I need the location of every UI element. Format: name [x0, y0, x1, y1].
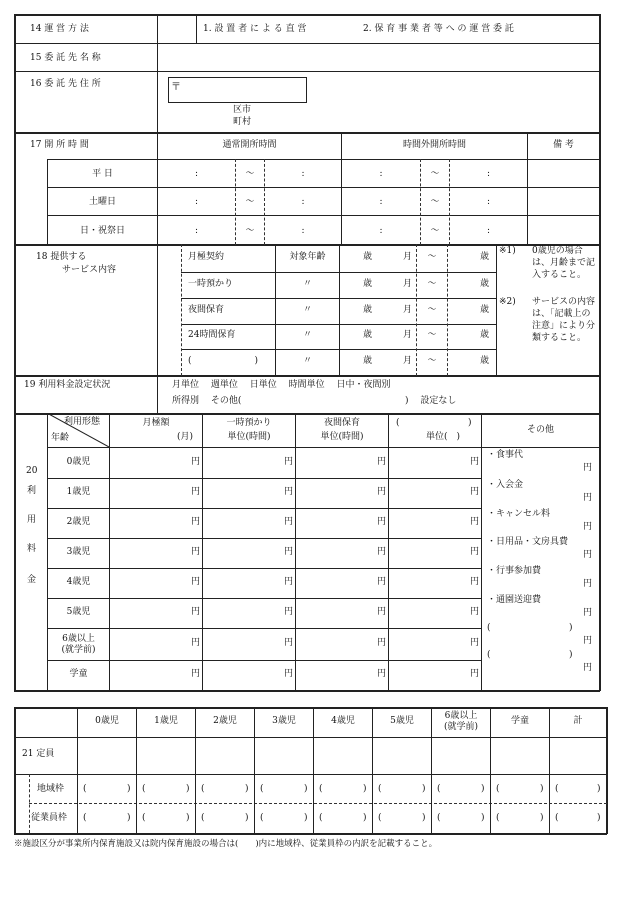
- quota-paren-close: ): [363, 784, 367, 794]
- section21-label: 21 定員: [22, 749, 55, 759]
- capacity-column-header: 2歳児: [213, 716, 237, 726]
- yen-field[interactable]: 円: [283, 457, 293, 467]
- age-years-unit: 歳: [480, 330, 490, 340]
- yen-field[interactable]: 円: [283, 638, 293, 648]
- quota-paren-open[interactable]: (: [555, 813, 559, 823]
- age-years-unit: 歳: [480, 305, 490, 315]
- direct-operation-option[interactable]: 1. 設 置 者 に よ る 直 営: [203, 24, 307, 34]
- capacity-column-header: 5歳児: [390, 716, 414, 726]
- contractor-name-field[interactable]: [159, 45, 598, 70]
- yen-field[interactable]: 円: [469, 577, 479, 587]
- section20-label-char: 料: [27, 544, 37, 554]
- yen-field[interactable]: 円: [376, 517, 386, 527]
- temp-care-header: 一時預かり: [226, 418, 272, 428]
- yen-field[interactable]: 円: [190, 517, 200, 527]
- age-years-unit: 歳: [363, 279, 373, 289]
- quota-paren-open[interactable]: (: [496, 813, 500, 823]
- capacity-column-header: 1歳児: [154, 716, 178, 726]
- yen-field[interactable]: 円: [376, 487, 386, 497]
- yen-field[interactable]: 円: [190, 607, 200, 617]
- yen-field[interactable]: 円: [376, 577, 386, 587]
- quota-paren-open[interactable]: (: [437, 784, 441, 794]
- capacity-column-header: 3歳児: [272, 716, 296, 726]
- outsourced-operation-option[interactable]: 2. 保 育 事 業 者 等 へ の 運 営 委 託: [363, 24, 514, 34]
- quota-paren-open[interactable]: (: [201, 813, 205, 823]
- pricing-units-line2a[interactable]: 所得別 その他(: [172, 396, 242, 406]
- time-field[interactable]: :: [379, 169, 383, 179]
- yen-field[interactable]: 円: [469, 517, 479, 527]
- quota-paren-close: ): [597, 813, 601, 823]
- section18-label-line1: 18 提供する: [36, 252, 87, 262]
- quota-paren-close: ): [245, 784, 249, 794]
- age-years-unit: 歳: [480, 279, 490, 289]
- tilde-separator: 〜: [427, 279, 437, 289]
- time-field[interactable]: :: [301, 226, 305, 236]
- service-type-label[interactable]: 月極契約: [188, 252, 225, 262]
- note2-mark: ※2): [499, 297, 516, 307]
- quota-paren-open[interactable]: (: [142, 784, 146, 794]
- age-months-unit: 月: [403, 356, 413, 366]
- pricing-units-line2b[interactable]: ) 設定なし: [405, 396, 457, 406]
- age-row-label: 学童: [69, 669, 88, 679]
- quota-paren-open[interactable]: (: [496, 784, 500, 794]
- time-field[interactable]: :: [486, 197, 491, 207]
- section20-number: 20: [26, 466, 38, 476]
- capacity-column-header: 計: [573, 716, 583, 726]
- yen-field[interactable]: 円: [190, 547, 200, 557]
- yen-field[interactable]: 円: [376, 457, 386, 467]
- age-months-unit: 月: [403, 305, 413, 315]
- other-fee-item[interactable]: ・キャンセル料: [487, 509, 551, 519]
- age-row-label: 5歳児: [66, 607, 91, 617]
- age-years-unit: 歳: [363, 330, 373, 340]
- note1-text: 0歳児の場合は、月齢まで記入すること。: [532, 246, 596, 280]
- other-fee-item[interactable]: ・通園送迎費: [487, 595, 542, 605]
- other-fee-item[interactable]: ・日用品・文房具費: [487, 537, 569, 547]
- section17-label: 17 開 所 時 間: [30, 140, 89, 150]
- regular-hours-header: 通常開所時間: [222, 140, 277, 150]
- age-months-unit: 月: [403, 279, 413, 289]
- age-years-unit: 歳: [363, 305, 373, 315]
- ditto-mark: 〃: [302, 356, 312, 366]
- section19-label: 19 利用料金設定状況: [24, 380, 111, 390]
- temp-care-unit: 単位(時間): [227, 432, 271, 442]
- age-corner: 年齢: [51, 433, 70, 443]
- quota-paren-open[interactable]: (: [555, 784, 559, 794]
- yen-field[interactable]: 円: [190, 669, 200, 679]
- quota-paren-open[interactable]: (: [260, 813, 264, 823]
- employee-quota-label: 従業員枠: [31, 813, 68, 823]
- tilde-separator: 〜: [430, 197, 440, 207]
- monthly-fee-header: 月極額: [142, 418, 170, 428]
- quota-paren-close: ): [186, 813, 190, 823]
- capacity-column-header: 4歳児: [331, 716, 355, 726]
- quota-paren-close: ): [304, 784, 308, 794]
- age-years-unit: 歳: [363, 252, 373, 262]
- quota-paren-open[interactable]: (: [260, 784, 264, 794]
- hours-row-label: 平 日: [92, 169, 113, 179]
- yen-field[interactable]: 円: [190, 577, 200, 587]
- yen-field[interactable]: 円: [469, 607, 479, 617]
- quota-paren-open[interactable]: (: [437, 813, 441, 823]
- postal-code-field[interactable]: [182, 79, 304, 101]
- age-row-label: 6歳以上 (就学前): [61, 634, 96, 655]
- time-field[interactable]: :: [379, 197, 383, 207]
- quota-paren-close: ): [304, 813, 308, 823]
- quota-paren-close: ): [422, 813, 426, 823]
- time-field[interactable]: :: [301, 169, 305, 179]
- yen-field: 円: [583, 579, 593, 589]
- yen-field[interactable]: 円: [283, 517, 293, 527]
- time-field[interactable]: :: [486, 169, 491, 179]
- quota-paren-open[interactable]: (: [319, 784, 323, 794]
- yen-field[interactable]: 円: [469, 487, 479, 497]
- yen-field[interactable]: 円: [283, 577, 293, 587]
- yen-field[interactable]: 円: [469, 669, 479, 679]
- yen-field[interactable]: 円: [376, 547, 386, 557]
- extra-hours-header: 時間外開所時間: [402, 140, 466, 150]
- ditto-mark: 〃: [302, 305, 312, 315]
- yen-field: 円: [583, 550, 593, 560]
- custom-col-paren-close: ): [468, 418, 472, 428]
- other-fees-header: その他: [526, 425, 554, 435]
- service-type-label[interactable]: 24時間保育: [188, 330, 236, 340]
- yen-field[interactable]: 円: [376, 638, 386, 648]
- time-field[interactable]: :: [194, 197, 199, 207]
- tilde-separator: 〜: [427, 330, 437, 340]
- custom-fee-paren-close: ): [569, 623, 573, 633]
- tilde-separator: 〜: [245, 197, 255, 207]
- quota-paren-open[interactable]: (: [201, 784, 205, 794]
- yen-field[interactable]: 円: [469, 638, 479, 648]
- quota-paren-close: ): [127, 784, 131, 794]
- footnote: ※施設区分が事業所内保育施設又は院内保育施設の場合は( )内に地域枠、従業員枠の内訳を記載すること。: [14, 839, 438, 849]
- age-years-unit: 歳: [480, 252, 490, 262]
- capacity-column-header: 学童: [510, 716, 529, 726]
- custom-fee-paren-open[interactable]: (: [487, 623, 491, 633]
- ditto-mark: 〃: [302, 330, 312, 340]
- custom-col-paren-open: (: [396, 418, 400, 428]
- time-field[interactable]: :: [194, 169, 199, 179]
- yen-field[interactable]: 円: [469, 457, 479, 467]
- age-months-unit: 月: [403, 252, 413, 262]
- section15-label: 15 委 託 先 名 称: [30, 53, 101, 63]
- other-fee-item[interactable]: ・食事代: [487, 450, 524, 460]
- yen-field[interactable]: 円: [190, 457, 200, 467]
- time-field[interactable]: :: [379, 226, 383, 236]
- yen-field[interactable]: 円: [469, 547, 479, 557]
- custom-fee-paren-open[interactable]: (: [487, 650, 491, 660]
- quota-paren-close: ): [245, 813, 249, 823]
- yen-field[interactable]: 円: [283, 669, 293, 679]
- service-type-label[interactable]: 夜間保育: [188, 305, 225, 315]
- tilde-separator: 〜: [245, 169, 255, 179]
- quota-paren-open[interactable]: (: [83, 813, 87, 823]
- note1-mark: ※1): [499, 246, 516, 256]
- quota-paren-close: ): [540, 784, 544, 794]
- pricing-units-line1[interactable]: 月単位 週単位 日単位 時間単位 日中・夜間別: [172, 380, 391, 390]
- quota-paren-open[interactable]: (: [378, 813, 382, 823]
- tilde-separator: 〜: [427, 305, 437, 315]
- age-years-unit: 歳: [480, 356, 490, 366]
- yen-field[interactable]: 円: [190, 487, 200, 497]
- quota-paren-close: ): [422, 784, 426, 794]
- yen-field: 円: [583, 522, 593, 532]
- hours-row-label: 日・祝祭日: [79, 226, 125, 236]
- note2-text: サービスの内容は、「記載上の注意」により分類すること。: [532, 297, 596, 343]
- other-fee-item[interactable]: ・行事参加費: [487, 566, 542, 576]
- tilde-separator: 〜: [427, 356, 437, 366]
- custom-fee-paren-close: ): [569, 650, 573, 660]
- service-type-label[interactable]: 一時預かり: [188, 279, 234, 289]
- quota-paren-close: ): [186, 784, 190, 794]
- monthly-fee-unit: (月): [177, 432, 194, 442]
- quota-paren-open[interactable]: (: [83, 784, 87, 794]
- quota-paren-open[interactable]: (: [142, 813, 146, 823]
- age-row-label: 1歳児: [66, 487, 91, 497]
- age-row-label: 2歳児: [66, 517, 91, 527]
- yen-field[interactable]: 円: [190, 638, 200, 648]
- target-age-header: 対象年齢: [289, 252, 326, 262]
- yen-field: 円: [583, 463, 593, 473]
- ditto-mark: 〃: [302, 279, 312, 289]
- age-row-label: 4歳児: [66, 577, 91, 587]
- age-row-label: 0歳児: [66, 457, 91, 467]
- age-months-unit: 月: [403, 330, 413, 340]
- yen-field[interactable]: 円: [283, 487, 293, 497]
- custom-col-unit: 単位( ): [426, 432, 461, 442]
- tilde-separator: 〜: [427, 252, 437, 262]
- tilde-separator: 〜: [430, 226, 440, 236]
- capacity-column-header: 6歳以上 (就学前): [443, 711, 479, 732]
- town-village-label: 町村: [233, 117, 252, 127]
- section20-label-char: 金: [27, 575, 37, 585]
- section20-label-char: 利: [27, 486, 37, 496]
- section14-label: 14 運 営 方 法: [30, 24, 89, 34]
- postal-mark: 〒: [171, 82, 181, 93]
- contractor-address-field[interactable]: [262, 104, 598, 132]
- yen-field: 円: [583, 636, 593, 646]
- tilde-separator: 〜: [245, 226, 255, 236]
- yen-field: 円: [583, 663, 593, 673]
- yen-field[interactable]: 円: [283, 607, 293, 617]
- time-field[interactable]: :: [486, 226, 491, 236]
- usage-type-corner: 利用形態: [64, 417, 101, 427]
- service-type-label[interactable]: ( ): [188, 356, 259, 366]
- quota-paren-open[interactable]: (: [378, 784, 382, 794]
- quota-paren-open[interactable]: (: [319, 813, 323, 823]
- age-years-unit: 歳: [363, 356, 373, 366]
- night-care-header: 夜間保育: [323, 418, 360, 428]
- quota-paren-close: ): [597, 784, 601, 794]
- hours-row-label: 土曜日: [88, 197, 116, 207]
- yen-field[interactable]: 円: [283, 547, 293, 557]
- yen-field: 円: [583, 608, 593, 618]
- quota-paren-close: ): [481, 813, 485, 823]
- time-field[interactable]: :: [194, 226, 199, 236]
- time-field[interactable]: :: [301, 197, 305, 207]
- section16-label: 16 委 託 先 住 所: [30, 79, 101, 89]
- remarks-header: 備 考: [553, 140, 574, 150]
- section20-label-char: 用: [27, 515, 37, 525]
- capacity-column-header: 0歳児: [95, 716, 119, 726]
- quota-paren-close: ): [540, 813, 544, 823]
- yen-field: 円: [583, 493, 593, 503]
- quota-paren-close: ): [481, 784, 485, 794]
- quota-paren-close: ): [363, 813, 367, 823]
- local-quota-label: 地域枠: [37, 784, 65, 794]
- quota-paren-close: ): [127, 813, 131, 823]
- ward-city-label: 区市: [233, 105, 252, 115]
- yen-field[interactable]: 円: [376, 669, 386, 679]
- tilde-separator: 〜: [430, 169, 440, 179]
- section18-label-line2: サービス内容: [62, 265, 117, 275]
- other-fee-item[interactable]: ・入会金: [487, 480, 524, 490]
- night-care-unit: 単位(時間): [320, 432, 364, 442]
- age-row-label: 3歳児: [66, 547, 91, 557]
- yen-field[interactable]: 円: [376, 607, 386, 617]
